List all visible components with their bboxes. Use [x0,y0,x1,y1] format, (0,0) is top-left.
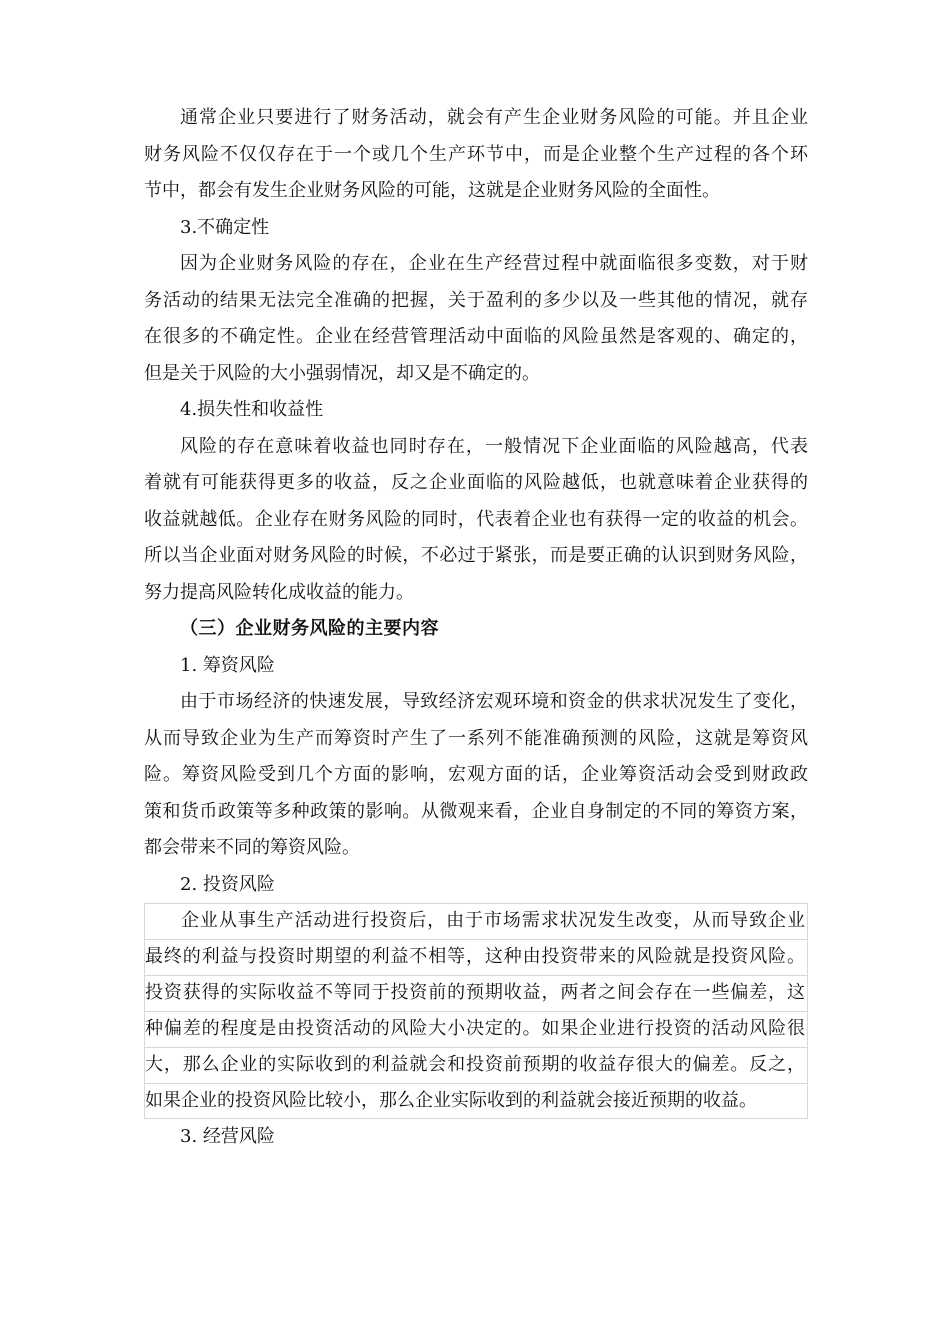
paragraph-uncertainty [144,246,808,392]
text-line: 险。筹资风险受到几个方面的影响，宏观方面的话，企业筹资活动会受到财政政 [144,764,808,785]
text-line: 风险的存在意味着收益也同时存在，一般情况下企业面临的风险越高，代表 [180,435,808,457]
text-line: 通常企业只要进行了财务活动，就会有产生企业财务风险的可能。并且企业 [180,107,808,128]
paragraph-financing-risk [144,684,808,867]
heading-loss-and-gain: 4.损失性和收益性 [180,399,324,420]
text-line: 在很多的不确定性。企业在经营管理活动中面临的风险虽然是客观的、确定的， [144,326,808,347]
text-line: 但是关于风险的大小强弱情况，却又是不确定的。 [144,362,540,384]
text-line: 策和货币政策等多种政策的影响。从微观来看，企业自身制定的不同的筹资方案， [144,800,808,822]
text-line: 大，那么企业的实际收到的利益就会和投资前预期的收益存很大的偏差。反之， [144,1047,808,1083]
text-line: 种偏差的程度是由投资活动的风险大小决定的。如果企业进行投资的活动风险很 [144,1011,808,1047]
paragraph-loss-and-gain [144,429,808,612]
text-line: 最终的利益与投资时期望的利益不相等，这种由投资带来的风险就是投资风险。 [144,939,808,975]
paragraph-investment-risk [144,903,808,1119]
text-line: 由于市场经济的快速发展，导致经济宏观环境和资金的供求状况发生了变化， [180,691,808,712]
text-line: 因为企业财务风险的存在，企业在生产经营过程中就面临很多变数，对于财 [180,253,808,274]
text-line: 收益就越低。企业存在财务风险的同时，代表着企业也有获得一定的收益的机会。 [144,508,808,530]
text-line: 如果企业的投资风险比较小，那么企业实际收到的利益就会接近预期的收益。 [144,1083,808,1119]
text-line: 节中，都会有发生企业财务风险的可能，这就是企业财务风险的全面性。 [144,180,720,201]
text-line: 企业从事生产活动进行投资后，由于市场需求状况发生改变，从而导致企业 [144,903,808,939]
text-line: 从而导致企业为生产而筹资时产生了一系列不能准确预测的风险，这就是筹资风 [144,727,808,749]
paragraph-comprehensiveness [144,100,808,210]
heading-operating-risk: 3. 经营风险 [180,1126,275,1147]
document-body [144,100,808,1156]
heading-financing-risk: 1. 筹资风险 [180,654,275,676]
text-line: 着就有可能获得更多的收益，反之企业面临的风险越低，也就意味着企业获得的 [144,472,808,493]
text-line: 务活动的结果无法完全准确的把握，关于盈利的多少以及一些其他的情况，就存 [144,289,808,311]
text-line: 财务风险不仅仅存在于一个或几个生产环节中，而是企业整个生产过程的各个环 [144,143,808,165]
heading-uncertainty: 3.不确定性 [180,216,270,238]
subheading-main-content: （三）企业财务风险的主要内容 [180,618,439,639]
text-line: 投资获得的实际收益不等同于投资前的预期收益，两者之间会存在一些偏差，这 [144,975,808,1011]
heading-investment-risk: 2. 投资风险 [180,873,275,895]
text-line: 努力提高风险转化成收益的能力。 [144,581,414,603]
text-line: 都会带来不同的筹资风险。 [144,837,360,858]
text-line: 所以当企业面对财务风险的时候，不必过于紧张，而是要正确的认识到财务风险， [144,545,808,566]
